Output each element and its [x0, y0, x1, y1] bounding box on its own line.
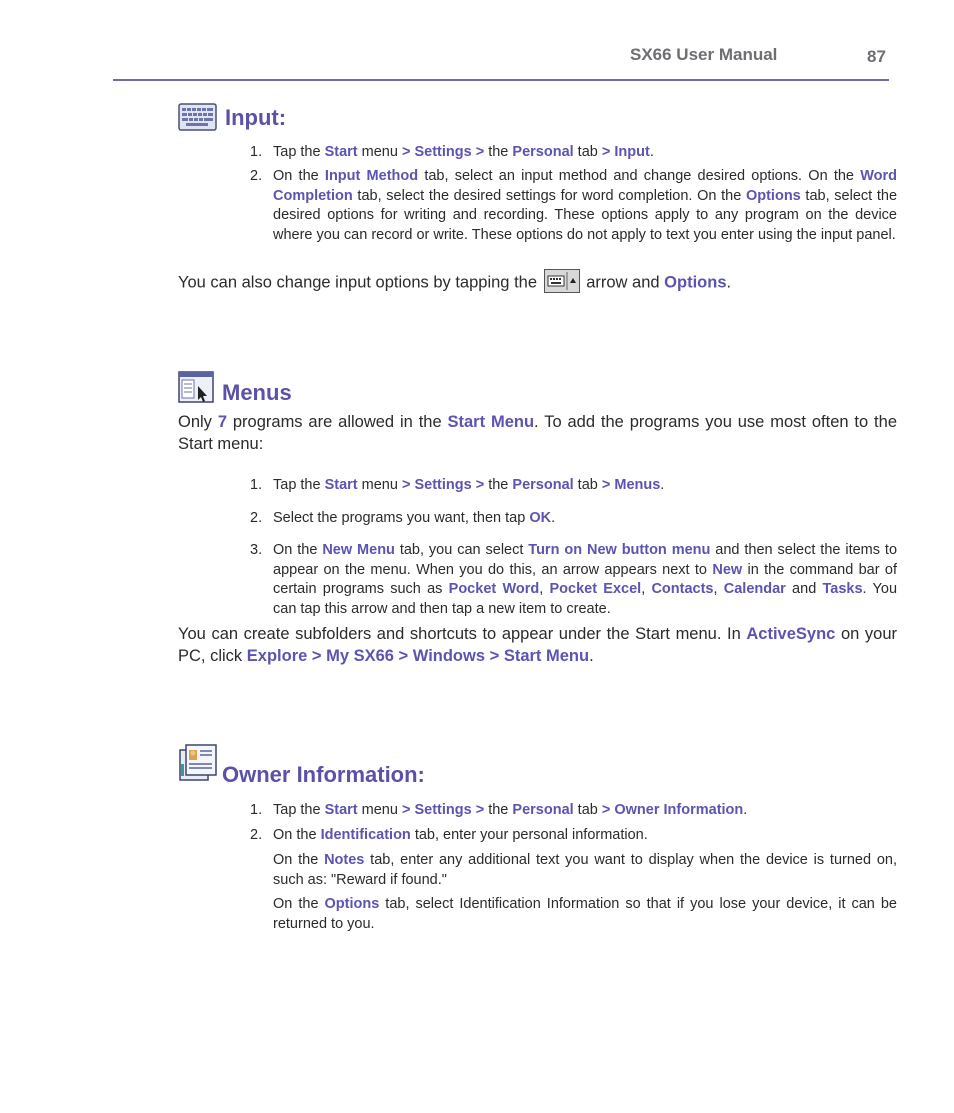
input-section-title: Input: [225, 105, 287, 130]
step-text: Tap the Start menu > Settings > the Personal tab > Menus. [273, 477, 665, 493]
input-note: You can also change input options by tapping the arrow and Options. [178, 271, 898, 295]
header-divider [113, 79, 889, 81]
menus-note: You can create subfolders and shortcuts to appear under the Start menu. In ActiveSync on your PC, click Explore > My SX66 > Windows > Start Menu. [178, 625, 897, 665]
step-text: On the New Menu tab, you can select Turn on New button menu and then select the items to appear on the menu. When you do this, an arrow appears next to New in the command bar of certain programs such as Pocket Word, Pocket Excel, Contacts, Calendar and Tasks. You can tap this arrow and then tap a new item to create. [273, 542, 898, 617]
page-number: 87 [867, 47, 886, 66]
step-text: On the Identification tab, enter your personal information. [273, 827, 648, 843]
owner-notes-paragraph: On the Notes tab, enter any additional text you want to display when the device is turned on, such as: "Reward if found." [273, 852, 897, 888]
step-text: Select the programs you want, then tap OK. [273, 510, 556, 526]
menus-section-title: Menus [222, 380, 292, 405]
step-number: 1. [250, 144, 263, 160]
step-number: 2. [250, 827, 263, 843]
step-number: 1. [250, 477, 263, 493]
menus-window-icon [178, 370, 216, 409]
owner-options-paragraph: On the Options tab, select Identification Information so that if you lose your device, it can be returned to you. [273, 896, 897, 932]
owner-card-icon [178, 744, 218, 787]
step-number: 2. [250, 510, 263, 526]
step-text: Tap the Start menu > Settings > the Personal tab > Input. [273, 144, 654, 160]
step-number: 1. [250, 802, 263, 818]
keyboard-icon [178, 102, 218, 137]
menus-intro: Only 7 programs are allowed in the Start Menu. To add the programs you use most often to the Start menu: [178, 413, 897, 453]
owner-section-title: Owner Information: [222, 762, 425, 787]
manual-title: SX66 User Manual [630, 45, 778, 64]
step-number: 3. [250, 542, 263, 558]
input-panel-arrow-icon [544, 269, 580, 293]
step-number: 2. [250, 168, 263, 184]
step-text: On the Input Method tab, select an input method and change desired options. On the Word Completion tab, select the desired settings for word completion. On the Options tab, select the desired options for writing and recording. These options apply to any program on the device where you can record or write. These options do not apply to text you enter using the input panel. [273, 168, 898, 243]
step-text: Tap the Start menu > Settings > the Personal tab > Owner Information. [273, 802, 748, 818]
